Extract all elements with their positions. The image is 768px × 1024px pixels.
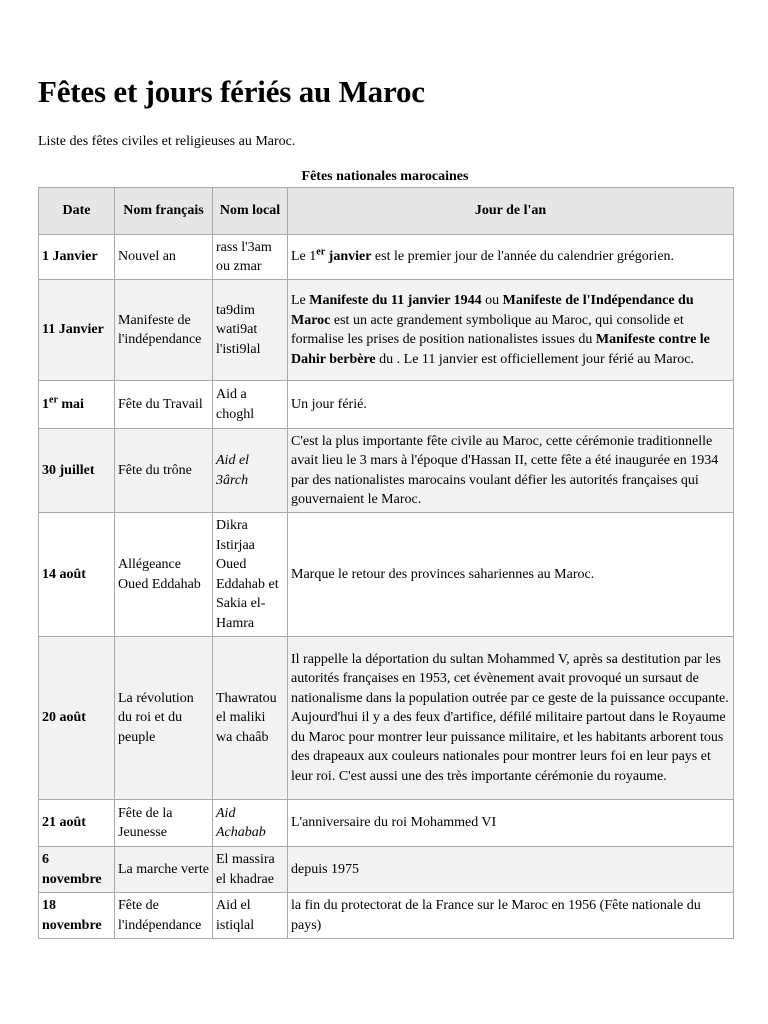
table-row <box>39 637 734 800</box>
table-row <box>39 381 734 429</box>
description-cell: C'est la plus importante fête civile au Maroc, cette cérémonie traditionnelle avait lieu le 3 mars à l'époque d'Hassan II, cette fête a été inaugurée en 1934 par des nationalistes marocains voulant défier les autorités françaises qui gouvernaient le Maroc. <box>288 429 734 513</box>
nom-local-cell: rass l'3am ou zmar <box>213 235 288 280</box>
text-part: est un acte grandement symbolique au Maroc, qui consolide et formalise les prises de position nationalistes issues du <box>291 312 684 347</box>
date-cell: 21 août <box>39 800 115 847</box>
description-cell <box>288 235 734 280</box>
description-cell: L'anniversaire du roi Mohammed VI <box>288 800 734 847</box>
table-row <box>39 235 734 280</box>
holidays-table <box>38 187 734 939</box>
text-part: Le <box>291 293 310 308</box>
bold-text: janvier <box>325 249 372 265</box>
table-row <box>39 280 734 381</box>
description-cell: Il rappelle la déportation du sultan Mohammed V, après sa destitution par les autorités françaises en 1953, cet évènement avait provoqué un sursaut de nationalisme dans la population outrée par ce geste de la puissance occupante. Aujourd'hui il y a des feux d'artifice, défilé militaire partout dans le Royaume du Maroc pour montrer leur puissance militaire, et les habitants arborent tous des drapeaux aux couleurs nationales pour montrer leurs foi en leur pays et leur roi. C'est aussi une des très importante cérémonie du royaume. <box>288 637 734 800</box>
table-row <box>39 800 734 847</box>
header-nom-francais: Nom français <box>115 188 213 235</box>
date-cell: 6 novembre <box>39 847 115 893</box>
description-cell: depuis 1975 <box>288 847 734 893</box>
nom-francais-cell: Fête du Travail <box>115 381 213 429</box>
nom-local-cell: Aid el 3ârch <box>213 429 288 513</box>
table-row <box>39 513 734 637</box>
date-cell: 30 juillet <box>39 429 115 513</box>
text-part: est le premier jour de l'année du calendrier grégorien. <box>371 249 675 265</box>
bold-text: Manifeste de l'Indépendance du Maroc <box>291 293 694 328</box>
description-cell: la fin du protectorat de la France sur le Maroc en 1956 (Fête nationale du pays) <box>288 893 734 939</box>
nom-local-cell: ta9dim wati9at l'isti9lal <box>213 280 288 381</box>
table-row <box>39 847 734 893</box>
nom-francais-cell: Allégeance Oued Eddahab <box>115 513 213 637</box>
nom-local-cell: El massira el khadrae <box>213 847 288 893</box>
table-header-row <box>39 188 734 235</box>
text-part: ou <box>481 293 503 308</box>
date-cell: 11 Janvier <box>39 280 115 381</box>
nom-francais-cell: Fête du trône <box>115 429 213 513</box>
nom-local-cell: Aid a choghl <box>213 381 288 429</box>
text-part: du . Le 11 janvier est officiellement jour férié au Maroc. <box>375 351 695 367</box>
header-date: Date <box>39 188 115 235</box>
text-part: mai <box>57 396 84 412</box>
nom-francais-cell: Nouvel an <box>115 235 213 280</box>
date-cell: 14 août <box>39 513 115 637</box>
nom-francais-cell: Fête de la Jeunesse <box>115 800 213 847</box>
table-caption: Fêtes nationales marocaines <box>301 169 469 184</box>
header-nom-local: Nom local <box>213 188 288 235</box>
text-part: 1 <box>42 396 49 412</box>
description-cell: Un jour férié. <box>288 381 734 429</box>
nom-francais-cell: La révolution du roi et du peuple <box>115 637 213 800</box>
nom-local-cell: Aid Achabab <box>213 800 288 847</box>
superscript: er <box>49 394 58 406</box>
description-cell <box>288 280 734 381</box>
header-jour: Jour de l'an <box>288 188 734 235</box>
text-part: Le 1 <box>291 249 317 265</box>
bold-text: Manifeste du 11 janvier 1944 <box>309 293 482 308</box>
nom-francais-cell: La marche verte <box>115 847 213 893</box>
nom-francais-cell: Fête de l'indépendance <box>115 893 213 939</box>
nom-francais-cell: Manifeste de l'indépendance <box>115 280 213 381</box>
date-cell: 18 novembre <box>39 893 115 939</box>
table-row <box>39 893 734 939</box>
date-cell: 20 août <box>39 637 115 800</box>
nom-local-cell: Dikra Istirjaa Oued Eddahab et Sakia el-Hamra <box>213 513 288 637</box>
intro-text: Liste des fêtes civiles et religieuses au Maroc. <box>38 134 296 149</box>
nom-local-cell: Aid el istiqlal <box>213 893 288 939</box>
date-cell: 1 Janvier <box>39 235 115 280</box>
page-title: Fêtes et jours fériés au Maroc <box>38 74 425 109</box>
date-cell <box>39 381 115 429</box>
bold-text: Manifeste contre le Dahir berbère <box>291 332 710 367</box>
description-cell: Marque le retour des provinces sahariennes au Maroc. <box>288 513 734 637</box>
nom-local-cell: Thawratou el maliki wa chaâb <box>213 637 288 800</box>
table-row <box>39 429 734 513</box>
superscript: er <box>316 246 326 258</box>
